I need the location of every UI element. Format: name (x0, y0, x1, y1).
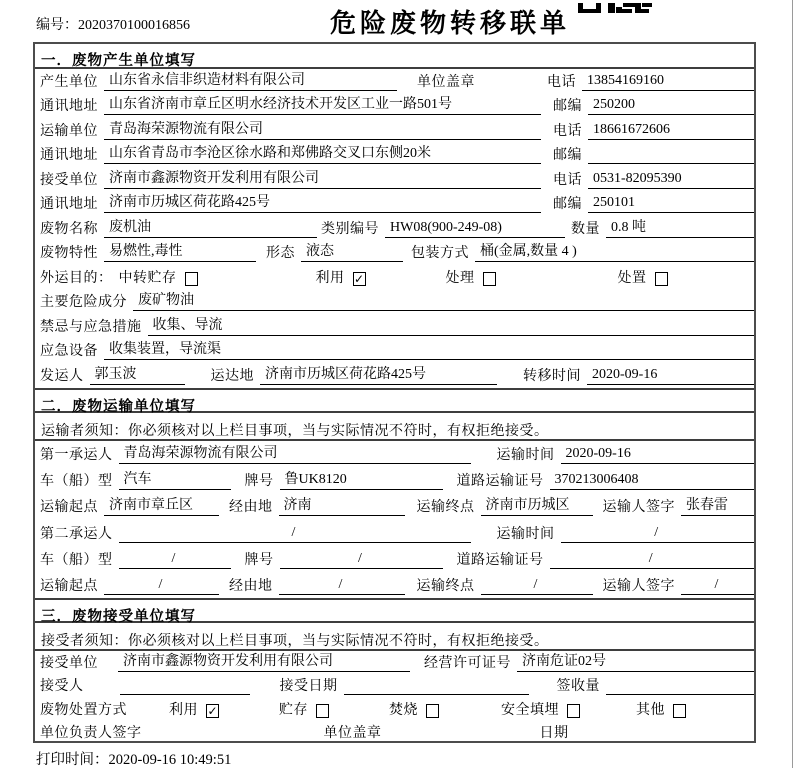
vehicle-type-label: 车（船）型 (40, 474, 113, 490)
waste-name-value: 废机油 (104, 216, 317, 238)
receiver-phone-value: 0531-82095390 (588, 171, 754, 189)
receiver-notice: 接受者须知：你必须核对以上栏目事项，当与实际情况不符时，有权拒绝接受。 (35, 623, 754, 651)
purpose-option-label: 中转贮存 (118, 270, 177, 286)
row-vehicle-1 (35, 467, 754, 493)
checkbox-disposal-utilize: ✓ (207, 703, 218, 718)
receiver-unit-label: 接受单位 (40, 172, 98, 188)
row-responsible-sign (35, 722, 754, 743)
received-qty-label: 签收量 (556, 679, 600, 695)
sign-date-value (575, 725, 755, 742)
destination-value: 济南市历城区荷花路425号 (260, 363, 497, 385)
responsible-sign-label: 单位负责人签字 (40, 726, 142, 742)
route2-end-value: / (481, 577, 593, 595)
transfer-time-value: 2020-09-16 (587, 367, 754, 385)
producer-unit-label: 产生单位 (40, 74, 98, 90)
transport-time2-value: / (561, 525, 755, 543)
disposal-option-label: 焚烧 (389, 702, 418, 718)
plate2-label: 牌号 (244, 552, 274, 568)
hazard-component-label: 主要危险成分 (40, 295, 127, 310)
plate-label: 牌号 (244, 474, 274, 490)
transporter-unit-value: 青岛海荣源物流有限公司 (104, 118, 541, 140)
packing-label: 包装方式 (411, 246, 469, 261)
route-via-label: 经由地 (229, 500, 273, 516)
transporter-phone-label: 电话 (553, 123, 582, 139)
route-via-value: 济南 (279, 494, 405, 516)
disposal-option-utilize (169, 699, 219, 719)
checkbox-transfer-storage (185, 272, 198, 286)
transporter-unit-label: 运输单位 (40, 123, 98, 139)
row-vehicle-2 (35, 546, 754, 572)
producer-address-label: 通讯地址 (40, 99, 98, 114)
second-carrier-label: 第二承运人 (40, 526, 113, 542)
transporter-zip-value (588, 147, 754, 164)
accepting-unit-value: 济南市鑫源物资开发利用有限公司 (118, 650, 410, 672)
row-first-carrier (35, 441, 754, 467)
row-producer-address (35, 94, 754, 119)
license-value: 济南危证02号 (517, 650, 754, 672)
waste-form-label: 形态 (266, 246, 295, 261)
plate-value: 鲁UK8120 (280, 468, 443, 490)
qr-code-fragment-icon (578, 0, 652, 10)
route-start-value: 济南市章丘区 (104, 494, 219, 516)
disposal-option-label: 贮存 (279, 702, 308, 718)
purpose-option-utilize (316, 267, 366, 287)
serial-number-line (36, 14, 190, 34)
page-title: 危险废物转移联单 (330, 9, 571, 38)
route2-start-value: / (104, 577, 219, 595)
accept-date-label: 接受日期 (279, 679, 338, 695)
waste-name-label: 废物名称 (40, 221, 98, 237)
section-producer (35, 44, 754, 388)
hazard-component-value: 废矿物油 (133, 289, 754, 311)
row-transporter-address (35, 143, 754, 168)
section-transporter-header: 二．废物运输单位填写 (35, 388, 754, 413)
disposal-option-label: 利用 (169, 702, 198, 718)
row-receiver-address (35, 192, 754, 217)
vehicle2-type-label: 车（船）型 (40, 552, 113, 568)
emergency-measures-value: 收集、导流 (148, 314, 755, 336)
route-end-value: 济南市历城区 (481, 494, 593, 516)
packing-value: 桶(金属,数量 4 ) (475, 240, 754, 262)
route2-end-label: 运输终点 (416, 579, 475, 595)
first-carrier-value: 青岛海荣源物流有限公司 (119, 442, 471, 464)
row-hazard-component (35, 290, 754, 315)
vehicle-type-value: 汽车 (119, 468, 231, 490)
license-label: 经营许可证号 (424, 655, 511, 671)
purpose-option-label: 处理 (445, 270, 475, 286)
row-transporter-unit (35, 118, 754, 143)
receiver-unit-value: 济南市鑫源物资开发利用有限公司 (104, 167, 541, 189)
receiver-address-value: 济南市历城区荷花路425号 (104, 191, 541, 213)
section-transporter (35, 388, 754, 599)
first-carrier-label: 第一承运人 (40, 447, 113, 463)
carrier-sign-value: 张春雷 (681, 494, 754, 516)
accept-date-value (344, 678, 529, 695)
transport-time-label: 运输时间 (496, 447, 555, 463)
road-permit2-value: / (550, 551, 755, 569)
waste-code-value: HW08(900-249-08) (385, 220, 565, 238)
transfer-time-label: 转移时间 (523, 368, 581, 384)
row-producer-unit (35, 69, 754, 94)
route-start-label: 运输起点 (40, 500, 98, 516)
producer-unit-value: 山东省永信非织造材料有限公司 (104, 69, 397, 91)
road-permit-label: 道路运输证号 (456, 474, 544, 490)
print-time-line (36, 748, 231, 768)
checkbox-disposal-other (673, 704, 686, 718)
transporter-address-value: 山东省青岛市李沧区徐水路和郑佛路交叉口东侧20米 (104, 142, 541, 164)
emergency-equipment-value: 收集装置，导流渠 (104, 338, 754, 360)
checkbox-disposal-store (316, 704, 329, 718)
producer-phone-label: 电话 (547, 74, 576, 90)
purpose-option-treat (446, 267, 496, 287)
print-time-label: 打印时间： (36, 752, 109, 768)
emergency-equipment-label: 应急设备 (40, 344, 98, 359)
checkbox-dispose (655, 272, 668, 286)
producer-zip-label: 邮编 (553, 99, 582, 114)
emergency-measures-label: 禁忌与应急措施 (40, 319, 142, 335)
row-second-carrier (35, 519, 754, 545)
checkbox-utilize: ✓ (353, 271, 365, 286)
dispatcher-value: 郭玉波 (90, 363, 185, 385)
row-acceptor (35, 675, 754, 699)
row-transfer-purpose (35, 265, 754, 290)
route2-via-label: 经由地 (229, 579, 273, 595)
row-route-1 (35, 493, 754, 519)
waste-character-label: 废物特性 (40, 246, 98, 261)
page-right-edge (792, 0, 793, 768)
waste-qty-label: 数量 (571, 221, 600, 237)
receiver-zip-value: 250101 (588, 195, 754, 213)
receiver-zip-label: 邮编 (553, 197, 582, 212)
section-receiver (35, 598, 754, 743)
transfer-purpose-label: 外运目的： (40, 270, 113, 286)
transporter-address-label: 通讯地址 (40, 148, 98, 163)
serial-number: 2020370100016856 (78, 18, 190, 33)
checkbox-disposal-landfill (567, 704, 580, 718)
dispatcher-label: 发运人 (40, 368, 84, 384)
carrier2-sign-label: 运输人签字 (602, 579, 675, 595)
producer-zip-value: 250200 (588, 97, 754, 115)
acceptor-value (120, 678, 250, 695)
row-waste-name (35, 216, 754, 241)
route-end-label: 运输终点 (416, 500, 475, 516)
destination-label: 运达地 (210, 368, 254, 384)
row-disposal-method (35, 698, 754, 722)
producer-address-value: 山东省济南市章丘区明水经济技术开发区工业一路501号 (104, 93, 541, 115)
disposal-option-incinerate (389, 699, 439, 719)
waste-form-value: 液态 (301, 240, 403, 262)
waste-code-label: 类别编号 (321, 221, 379, 237)
producer-phone-value: 13854169160 (582, 73, 754, 91)
manifest-form-table (33, 42, 756, 743)
row-receiver-unit (35, 167, 754, 192)
sign-date-label: 日期 (539, 726, 569, 742)
transporter-phone-value: 18661672606 (588, 122, 754, 140)
road-permit-value: 370213006408 (550, 472, 755, 490)
second-carrier-value: / (119, 525, 471, 543)
received-qty-value (606, 678, 754, 695)
vehicle2-type-value: / (119, 551, 231, 569)
waste-character-value: 易燃性,毒性 (104, 240, 256, 262)
transport-time2-label: 运输时间 (496, 526, 555, 542)
print-time-value: 2020-09-16 10:49:51 (108, 752, 232, 768)
transport-time-value: 2020-09-16 (561, 446, 755, 464)
accepting-unit-label: 接受单位 (40, 655, 98, 671)
purpose-option-label: 处置 (617, 270, 647, 286)
waste-qty-value: 0.8 吨 (606, 216, 754, 238)
receiver-address-label: 通讯地址 (40, 197, 98, 212)
carrier-sign-label: 运输人签字 (602, 500, 675, 516)
route2-start-label: 运输起点 (40, 579, 98, 595)
row-route-2 (35, 572, 754, 598)
row-dispatcher (35, 363, 754, 388)
checkbox-treat (483, 272, 496, 286)
disposal-method-label: 废物处置方式 (40, 702, 127, 718)
transporter-zip-label: 邮编 (553, 148, 582, 163)
route2-via-value: / (279, 577, 405, 595)
receiver-phone-label: 电话 (553, 172, 582, 188)
acceptor-label: 接受人 (40, 679, 84, 695)
road-permit2-label: 道路运输证号 (456, 552, 544, 568)
responsible-sign-value (200, 725, 308, 742)
row-emergency-measures (35, 314, 754, 339)
disposal-option-landfill (501, 699, 580, 719)
serial-label: 编号： (36, 18, 78, 33)
disposal-option-other (636, 699, 686, 719)
unit-stamp2-label: 单位盖章 (323, 726, 382, 742)
unit-stamp-label: 单位盖章 (417, 74, 475, 90)
row-accepting-unit (35, 651, 754, 675)
section-producer-header: 一．废物产生单位填写 (35, 44, 754, 69)
row-waste-character (35, 241, 754, 266)
carrier2-sign-value: / (681, 577, 754, 595)
disposal-option-store (279, 699, 329, 719)
purpose-option-dispose (618, 267, 668, 287)
plate2-value: / (280, 551, 443, 569)
checkbox-disposal-incinerate (426, 704, 439, 718)
disposal-option-label: 安全填埋 (501, 702, 559, 718)
section-receiver-header: 三．废物接受单位填写 (35, 598, 754, 623)
disposal-option-label: 其他 (636, 702, 665, 718)
purpose-option-transfer-storage (119, 267, 198, 287)
row-emergency-equipment (35, 339, 754, 364)
transporter-notice: 运输者须知：你必须核对以上栏目事项，当与实际情况不符时，有权拒绝接受。 (35, 413, 754, 441)
purpose-option-label: 利用 (315, 270, 345, 286)
